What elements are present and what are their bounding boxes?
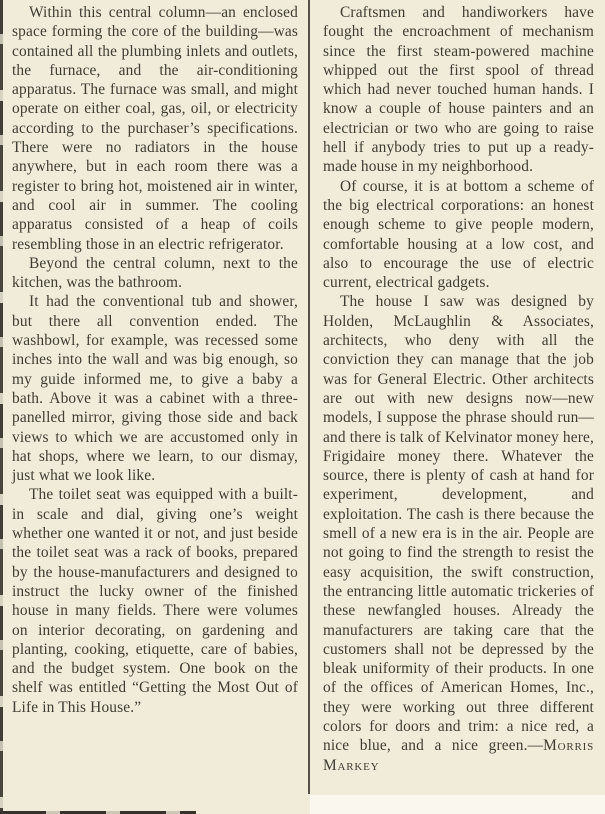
paragraph-central-column: Within this central column—an enclosed space forming the core of the building—was contained all the plumbing inlets and outlets, the furnace, and the air-conditioning apparatus. The furnace was small, and might operate on either coal, gas, oil, or electricity according to the purchaser’s specifications. There were no radiators in the house anywhere, but in each room there was a register to bring hot, moistened air in winter, and cool air in summer. The cooling apparatus consisted of a heap of coils resembling those in an electric refrigerator. xyxy=(12,4,298,253)
text-column-right xyxy=(310,0,605,814)
paragraph-craftsmen: Craftsmen and handiworkers have fought the encroachment of mechanism since the first steam-powered machine whipped out the first spool of thread which had never touched human hands. I know a couple of house painters and an electrician or two who are going to raise hell if anybody tries to put up a ready-made house in my neighborhood. xyxy=(323,4,594,176)
paragraph-electrical-scheme: Of course, it is at bottom a scheme of the big electrical corporations: an honest enough scheme to give people modern, comfortable housing at a low cost, and also to encourage the use of electric current, electrical gadgets. xyxy=(323,177,594,292)
paragraph-toilet-books: The toilet seat was equipped with a built-in scale and dial, giving one’s weight whether one wanted it or not, and just beside the toilet seat was a rack of books, prepared by the house-manufacturers and designed to instruct the lucky owner of the finished house in many fields. There were volumes on interior decorating, on gardening and planting, cooking, etiquette, care of babies, and the budget system. One book on the shelf was entitled “Getting the Most Out of Life in This House.” xyxy=(12,486,298,716)
paragraph-bathroom-intro: Beyond the central column, next to the kitchen, was the bathroom. xyxy=(12,254,298,292)
paragraph-architects-closing xyxy=(323,292,594,774)
paragraph-washbowl-mirror: It had the conventional tub and shower, but there all convention ended. The washbowl, for example, was recessed some inches into the wall and was big enough, so my guide informed me, to give a baby a bath. Above it was a cabinet with a three-panelled mirror, giving those side and back views to which we are accustomed only in hat shops, where we learn, to our dismay, just what we look like. xyxy=(12,293,298,485)
scan-left-torn-edge xyxy=(0,0,3,814)
closing-paragraph-text: The house I saw was designed by Holden, McLaughlin & Associates, architects, who deny with all the conviction they can manage that the job was for General Electric. Other architects are out with new designs now—new models, I suppose the phrase should run—and there is talk of Kelvinator money here, Frigidaire money there. Whatever the source, there is plenty of cash at hand for experiment, development, and exploitation. The cash is there because the smell of a new era is in the air. People are not going to find the strength to resist the easy acquisition, the swift construction, the entrancing little automatic trickeries of these newfangled houses. Already the manufacturers are taking care that the customers shall not be depressed by the bleak uniformity of their products. In one of the offices of American Homes, Inc., they were working out three different colors for doors and trim: a nice red, a nice blue, and a nice green.— xyxy=(323,293,594,755)
scan-bottom-light-band xyxy=(310,795,605,814)
author-attribution: Morris Markey xyxy=(323,737,594,774)
